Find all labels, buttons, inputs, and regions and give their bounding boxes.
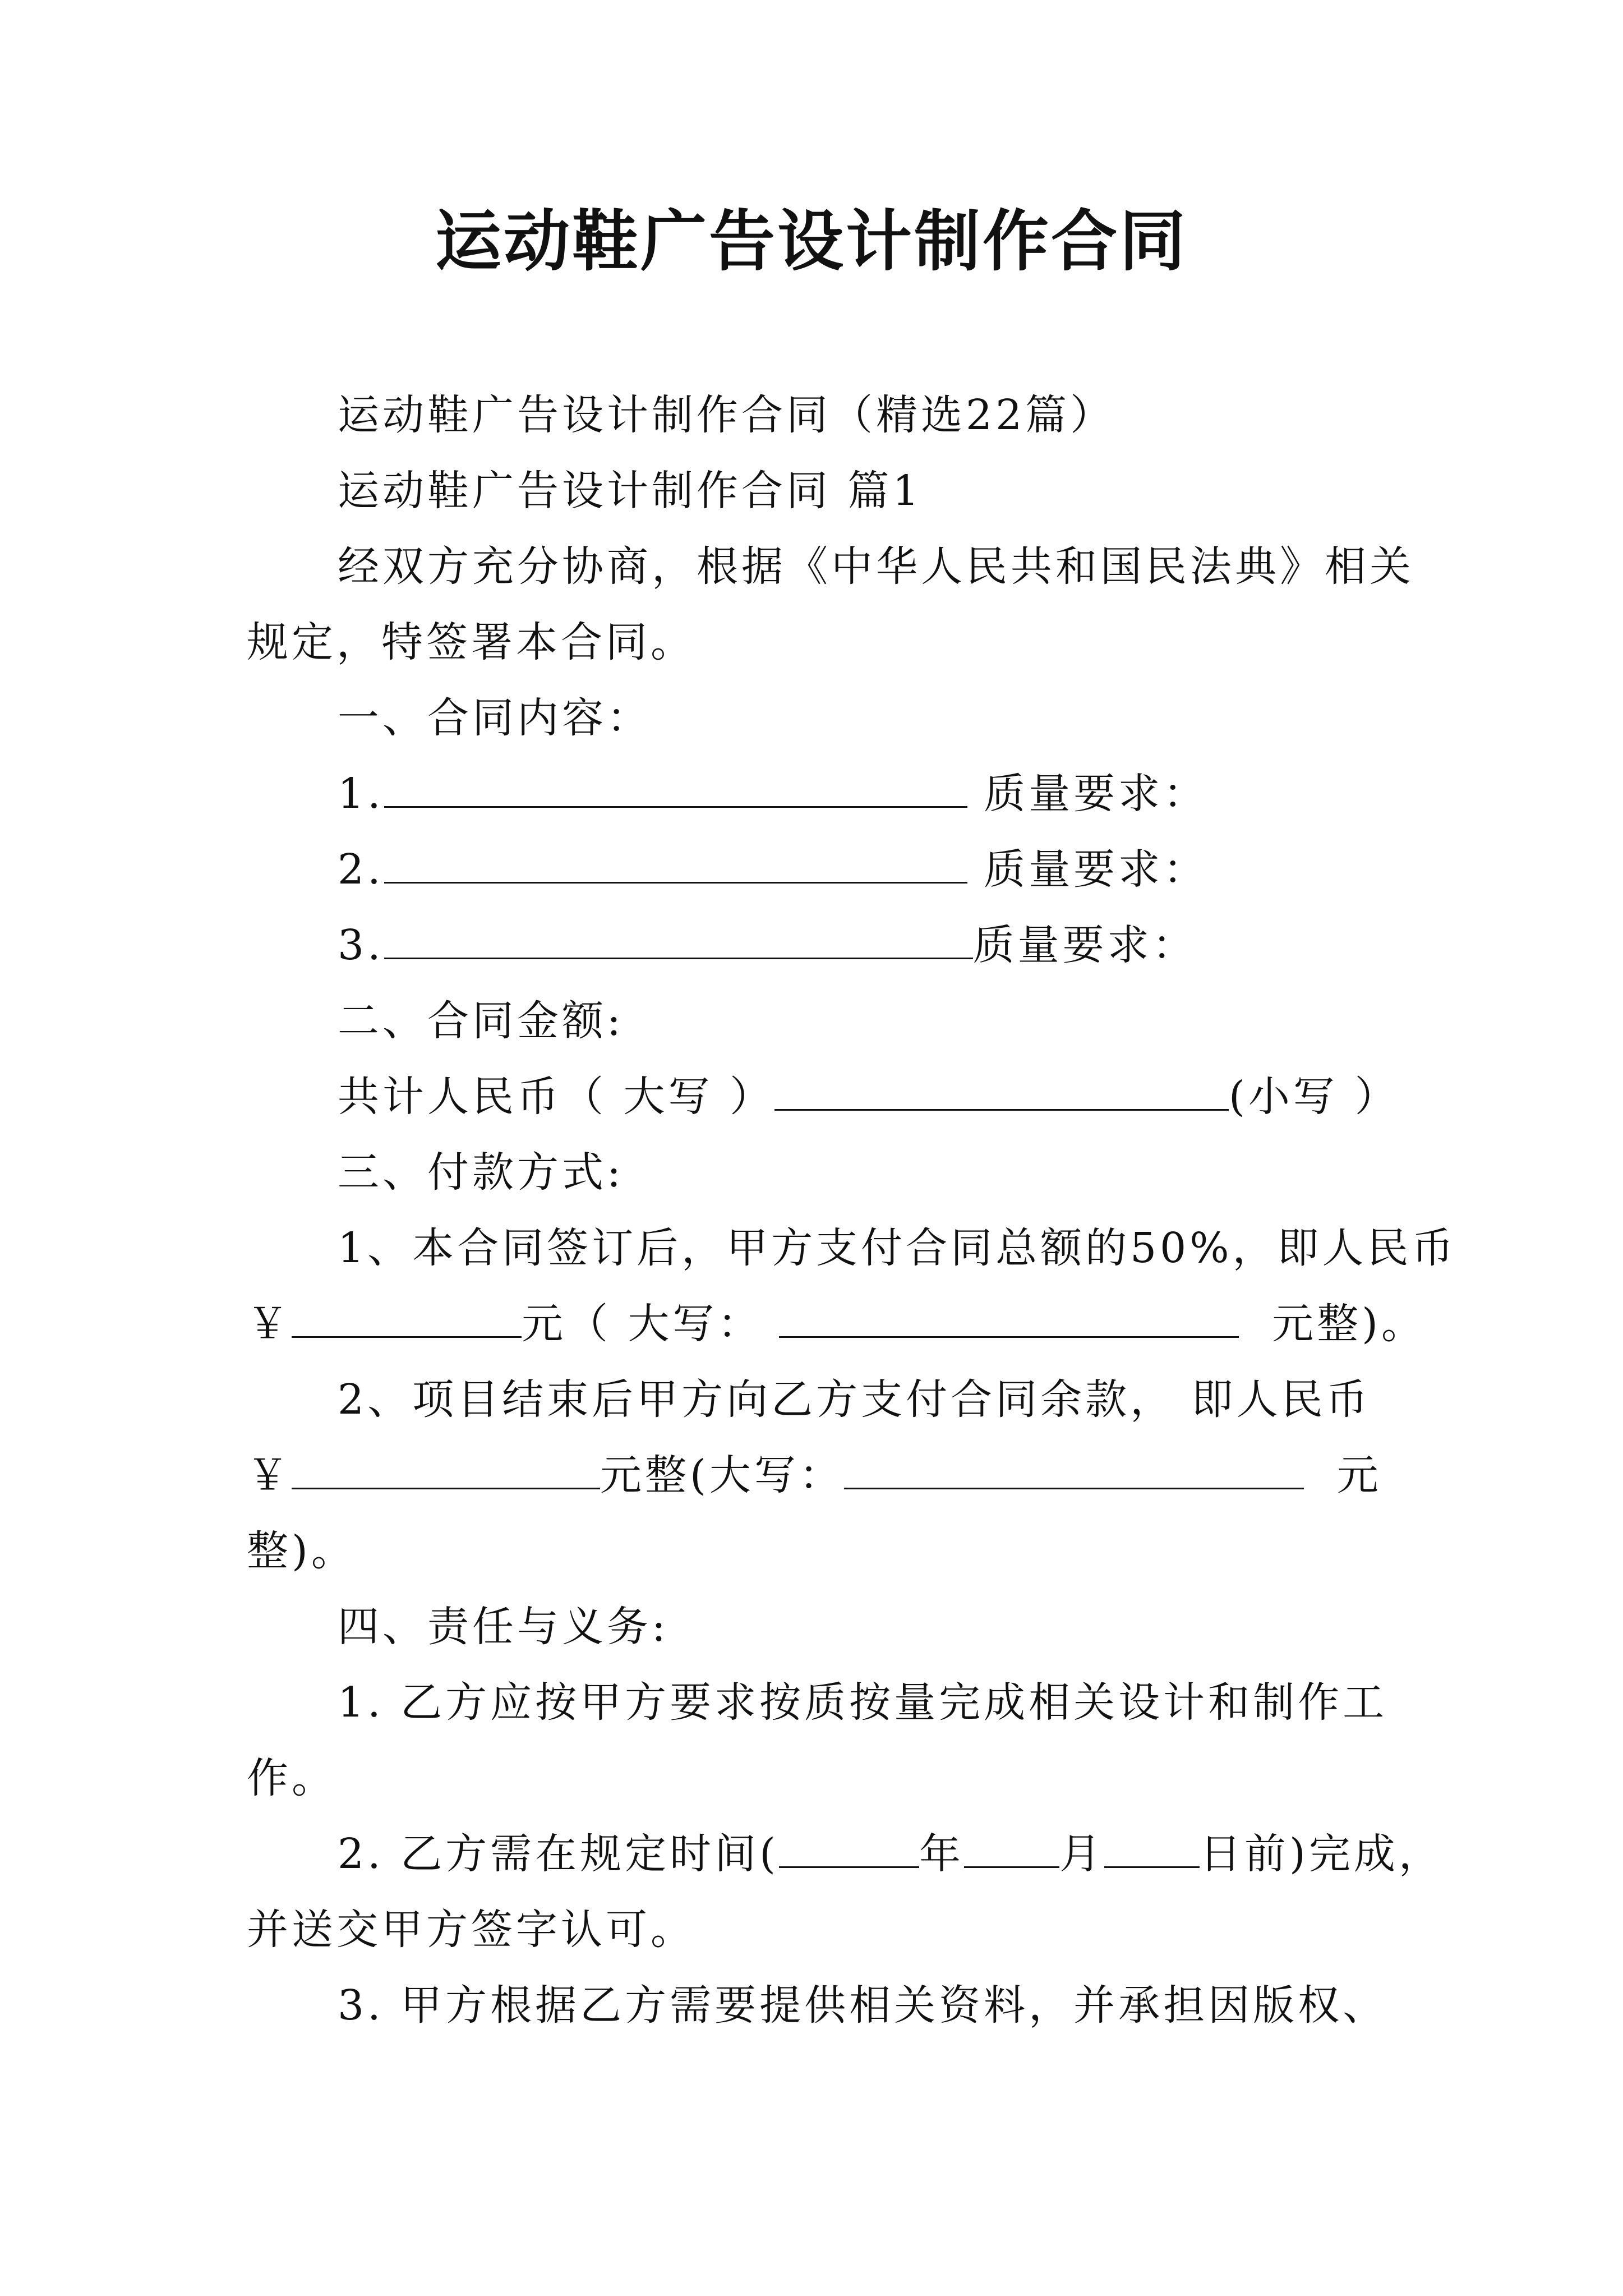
payment-2-line-3: 整)。 xyxy=(247,1527,356,1575)
item-label: 质量要求： xyxy=(984,770,1209,818)
duty-2-prefix: 2. 乙方需在规定时间( xyxy=(338,1830,779,1878)
item-2-blank xyxy=(384,843,967,884)
amount-suffix: (小写 ） xyxy=(1229,1073,1400,1121)
content-item-2 xyxy=(338,841,1208,898)
payment-1-line-2 xyxy=(247,1296,1426,1352)
payment-2-words-blank xyxy=(844,1448,1304,1489)
section-4-heading: 四、责任与义务: xyxy=(338,1603,669,1651)
section-1-heading: 一、合同内容： xyxy=(338,694,652,742)
content-item-3 xyxy=(338,917,1197,973)
payment-2-line-2 xyxy=(247,1447,1382,1503)
month-label: 月 xyxy=(1059,1830,1104,1878)
month-blank xyxy=(964,1827,1059,1868)
contract-amount xyxy=(338,1069,1399,1125)
payment-1-end: 元整)。 xyxy=(1272,1300,1426,1348)
section-heading: 运动鞋广告设计制作合同 篇1 xyxy=(338,467,923,515)
document-title: 运动鞋广告设计制作合同 xyxy=(435,203,1188,280)
payment-2-line-1: 2、项目结束后甲方向乙方支付合同余款， 即人民币 xyxy=(338,1375,1371,1424)
yen-sign: ￥ xyxy=(247,1451,292,1499)
item-label: 质量要求： xyxy=(972,921,1197,969)
item-label: 质量要求： xyxy=(984,845,1209,894)
section-3-heading: 三、付款方式: xyxy=(338,1148,624,1197)
year-label: 年 xyxy=(919,1830,964,1878)
item-3-blank xyxy=(384,918,973,959)
subtitle: 运动鞋广告设计制作合同（精选22篇） xyxy=(338,391,1115,439)
item-number: 3. xyxy=(338,921,384,969)
payment-1-amount-blank xyxy=(292,1297,522,1338)
payment-1-words-blank xyxy=(779,1297,1239,1338)
yen-sign: ￥ xyxy=(247,1300,292,1348)
payment-1-yuan: 元（ 大写： xyxy=(522,1300,763,1348)
content-item-1 xyxy=(338,766,1208,822)
duty-2-line-2: 并送交甲方签字认可。 xyxy=(247,1906,695,1954)
payment-2-amount-blank xyxy=(292,1448,600,1489)
duty-1-line-2: 作。 xyxy=(247,1754,336,1802)
duty-3-line-1: 3. 甲方根据乙方需要提供相关资料，并承担因版权、 xyxy=(338,1981,1388,2030)
section-2-heading: 二、合同金额: xyxy=(338,997,624,1045)
duty-1-line-1: 1. 乙方应按甲方要求按质按量完成相关设计和制作工 xyxy=(338,1678,1388,1727)
day-blank xyxy=(1104,1827,1200,1868)
item-1-blank xyxy=(384,767,967,808)
day-label: 日前)完成， xyxy=(1200,1830,1444,1878)
item-number: 2. xyxy=(338,845,384,894)
payment-2-end: 元 xyxy=(1336,1451,1382,1499)
year-blank xyxy=(779,1827,919,1868)
amount-prefix: 共计人民币（ 大写 ） xyxy=(338,1073,775,1121)
duty-2-line-1 xyxy=(338,1826,1444,1882)
intro-line-1: 经双方充分协商，根据《中华人民共和国民法典》相关 xyxy=(338,542,1414,591)
item-number: 1. xyxy=(338,770,384,818)
intro-line-2: 规定，特签署本合同。 xyxy=(247,618,695,666)
amount-blank xyxy=(774,1070,1229,1111)
payment-2-yuan: 元整(大写： xyxy=(600,1451,844,1499)
payment-1-line-1: 1、本合同签订后，甲方支付合同总额的50%，即人民币 xyxy=(338,1224,1457,1272)
